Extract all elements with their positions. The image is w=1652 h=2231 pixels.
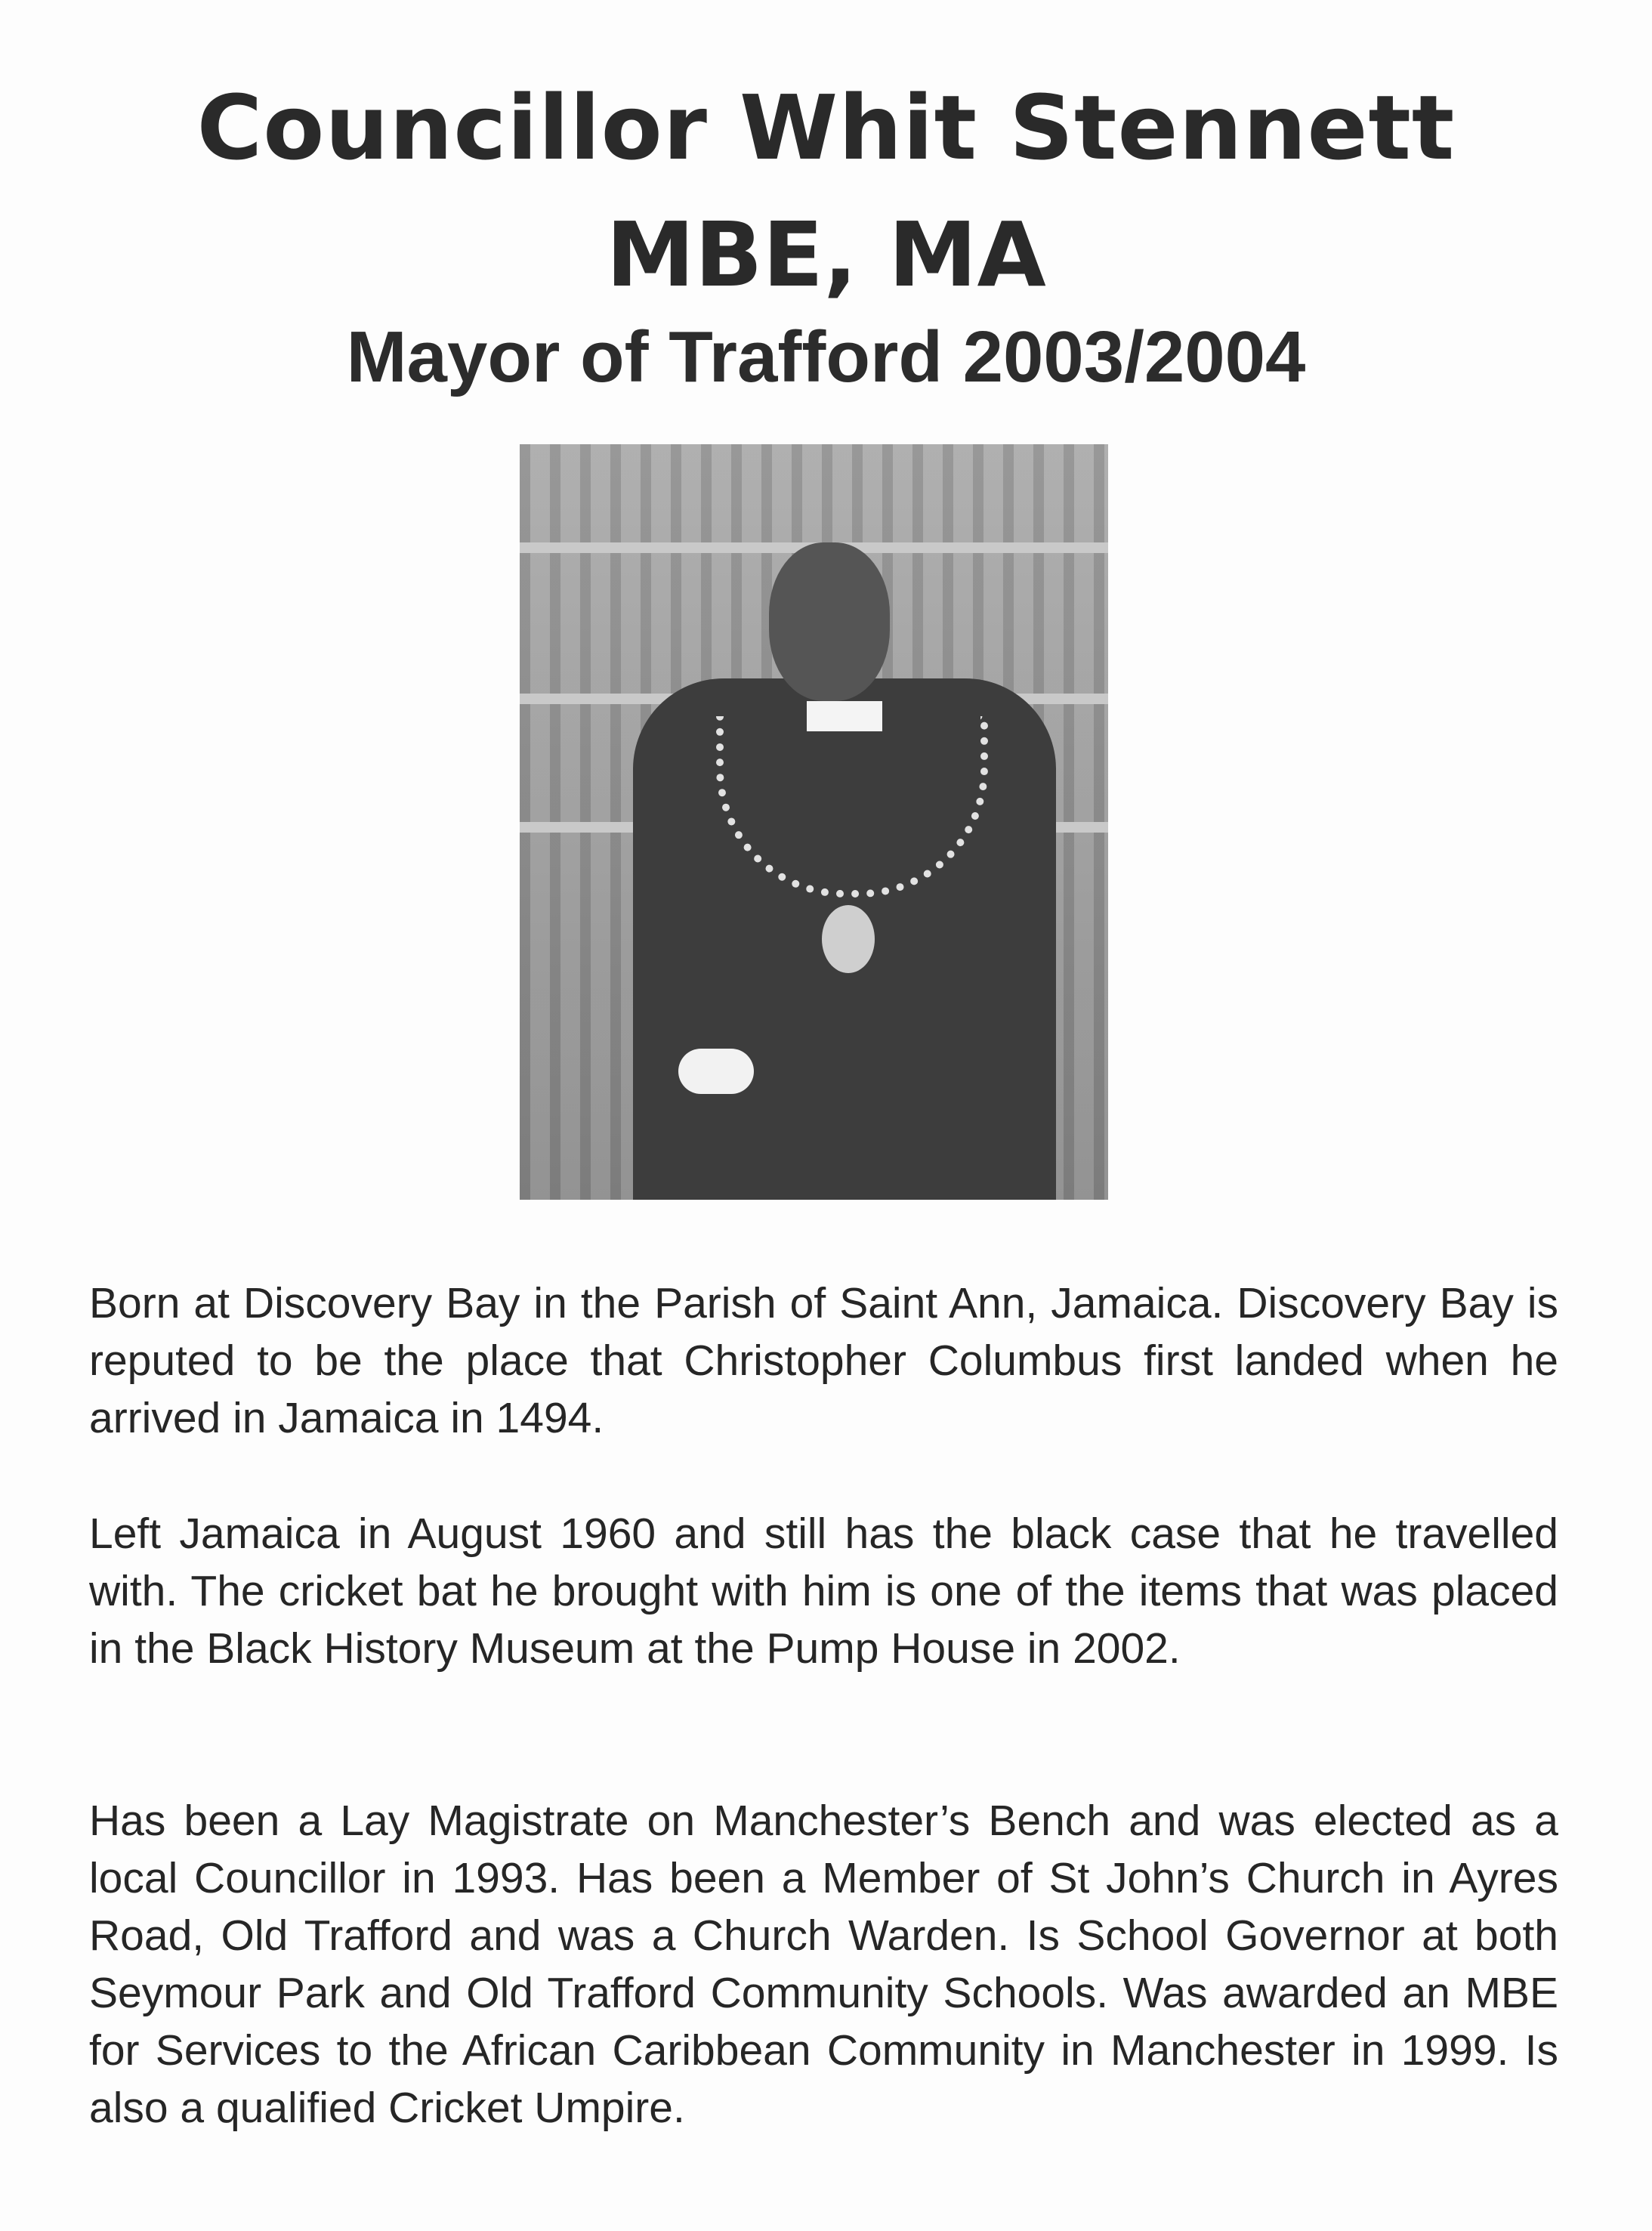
portrait-photo — [520, 444, 1108, 1200]
paragraph-emigration: Left Jamaica in August 1960 and still has the black case that he travelled with. The cricket bat he brought with him is one of the items that was placed in the Black History Museum at the Pump House in 2002. — [89, 1509, 1558, 1673]
title-honours: MBE, MA — [606, 202, 1046, 307]
figure-head — [769, 542, 890, 701]
subtitle-mayoralty: Mayor of Trafford 2003/2004 — [346, 317, 1306, 397]
mayoral-medallion — [822, 905, 875, 973]
title-name: Councillor Whit Stennett — [196, 76, 1456, 180]
white-glove — [678, 1049, 754, 1094]
paragraph-civic-roles: Has been a Lay Magistrate on Manchester’s Bench and was elected as a local Councillor in 1993. Has been a Member of St John’s Church in Ayres Road, Old Trafford and was a Church Warden. Is School Governor at both Seymour Park and Old Trafford Community Schools. Was awarded an MBE for Services to the African Caribbean Community in Manchester in 1999. Is also a qualified Cricket Umpire. — [89, 1797, 1558, 2132]
paragraph-birth: Born at Discovery Bay in the Parish of Saint Ann, Jamaica. Discovery Bay is reputed to be the place that Christopher Columbus first landed when he arrived in Jamaica in 1494. — [89, 1279, 1558, 1442]
